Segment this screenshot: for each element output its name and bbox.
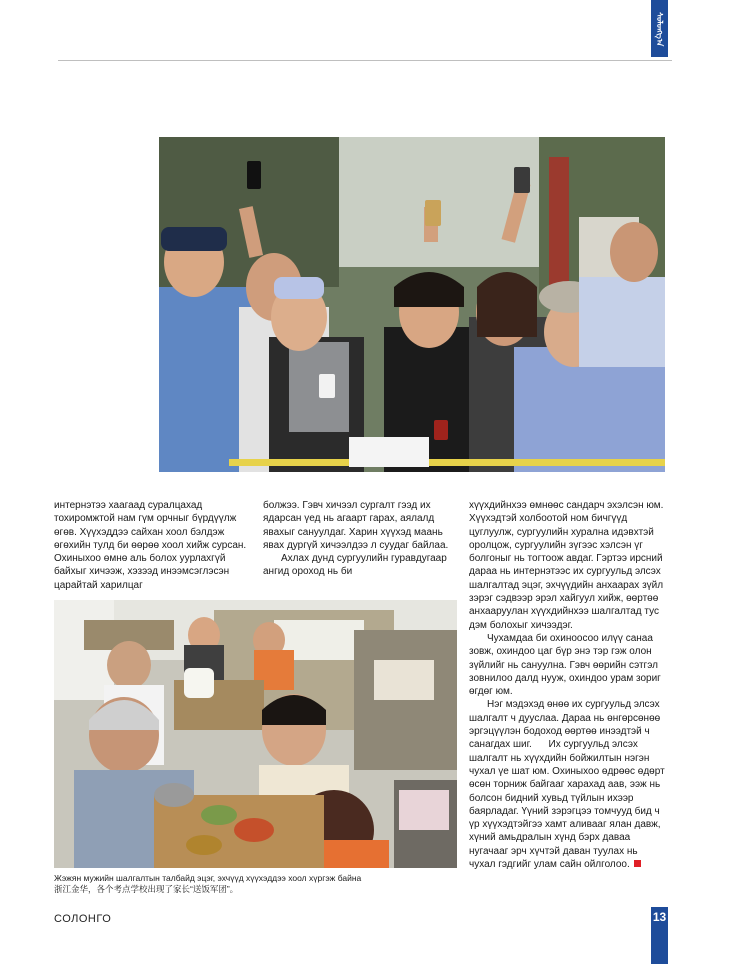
top-divider <box>58 60 672 61</box>
paragraph: интернэтээ хаагаад суралцахад тохиромжтой нам гүм орчныг бүрдүүлж өгөв. Хүүхэддээ сайхан хоол бэлдэж өгөхийн тулд би өөрөө хоол хийж сурсан. Охиныхоо өмнө аль болох уурлахгүй байхыг хичээж, хэзээд инээмсэглэсэн царайтай харилцаг <box>54 500 249 591</box>
end-mark-icon <box>634 860 641 867</box>
paragraph: болжээ. Гэвч хичээл сургалт гээд их ядарсан үед нь агаарт гарах, аялалд явахыг сануулдаг. Харин хүүхэд маань явах дургүй хичээлдээ л суудаг байлаа. <box>263 500 449 551</box>
parents-crowd-photo <box>159 137 665 472</box>
magazine-name: СОЛОНГО <box>54 913 112 925</box>
photo-caption-mongolian: Жэжян мужийн шалгалтын талбайд эцэг, эхчүүд хүүхэддээ хоол хүргэж байна <box>54 873 362 883</box>
paragraph: Нэг мэдэхэд өнөө их сургуульд элсэх шалгалт ч дууслаа. Дараа нь өнгөрсөнөө эргэцүүлэн бодоход өөртөө инээдтэй ч санагдах шиг. Их сургуульд элсэх шалгалт нь хүүхдийн бойжилтын нэгэн чухал үе шат юм. Охиныхоо өдрөөс өдөрт өсөн торниж байгааг харахад аав, ээж нь болсон бидний хувьд түйлын ихээр баярладаг. Үүний зэрэгцээ томчууд бид ч үр хүүхэдтэйгээ хамт аливааг ялан давж, хүний амьдралын хүнд бэрх даваа нугачааг эрч хүчтэй даван туулах нь чухал гэдгийг улам сайн ойлголоо. <box>469 699 668 871</box>
page-number: 13 <box>652 910 667 924</box>
text-column-2 <box>263 499 461 579</box>
text-column-1 <box>54 499 256 592</box>
paragraph: Ахлах дунд сургуулийн гуравдугаар ангид ороход нь би <box>263 553 450 578</box>
text-column-3 <box>469 499 666 871</box>
paragraph: Чухамдаа би охиноосоо илүү санаа зовж, охиндоо цаг бүр энэ тэр гэж олон зүйлийг нь сануулна. Гэвч өөрийн сэтгэл зовнилоо далд нууж, охиндоо урам зориг өгдөг юм. <box>469 632 664 698</box>
classroom-meal-photo <box>54 600 457 868</box>
section-tab-text: ᠰᠣᠯᠣᠩᠭ᠎ᠠ <box>655 11 664 47</box>
paragraph: хүүхдийнхээ өмнөөс сандарч эхэлсэн юм. Хүүхэдтэй холбоотой ном бичгүүд цуглуулж, сургуулийн хурална идэвхтэй оролцож, сургуулийн зүгээс хэлсэн үг болгоныг нь тогтоож авдаг. Гэртээ ирсний дараа нь интернэтээс их сургуульд элсэх шалгалтад эцэг, эхчүүдийн анхаарах зүйл зэрэг сэдвээр эрэл хайгуул хийж, өөртөө анхааруулан хүүхдийнхээ шалгалтад тус дэм болохыг хичээдэг. <box>469 500 667 631</box>
photo-caption-chinese: 浙江金华，各个考点学校出现了家长“送饭军团”。 <box>54 884 239 894</box>
